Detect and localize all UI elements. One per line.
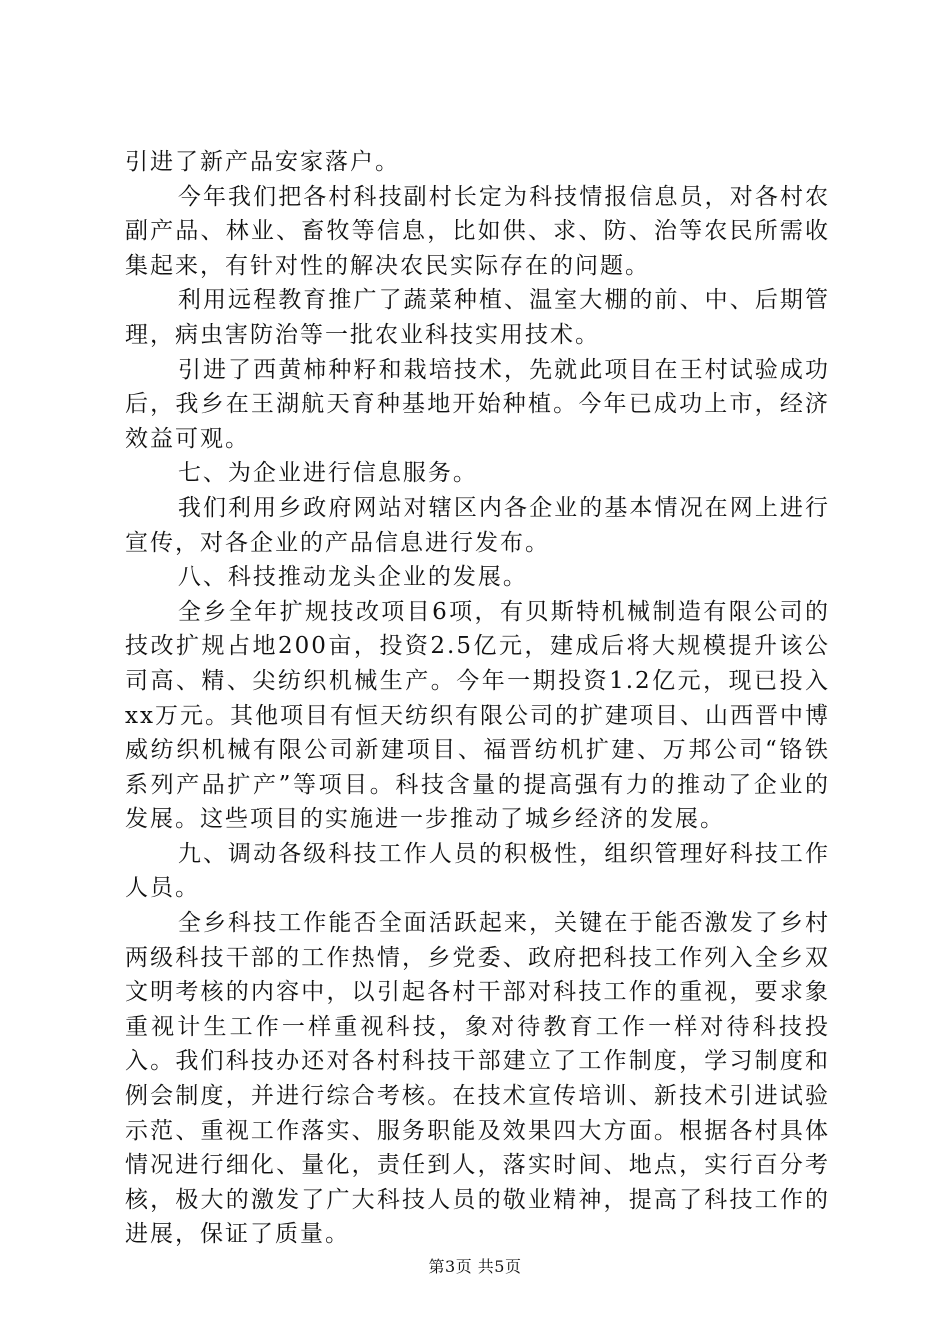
page-footer: 第3页 共5页 xyxy=(428,1257,522,1276)
paragraph: 全乡科技工作能否全面活跃起来，关键在于能否激发了乡村两级科技干部的工作热情，乡党委、政府把科技工作列入全乡双文明考核的内容中，以引起各村干部对科技工作的重视，要求象重视计生工作一样重视科技，象对待教育工作一样对待科技投入。我们科技办还对各村科技干部建立了工作制度，学习制度和例会制度，并进行综合考核。在技术宣传培训、新技术引进试验示范、重视工作落实、服务职能及效果四大方面。根据各村具体情况进行细化、量化，责任到人，落实时间、地点，实行百分考核，极大的激发了广大科技人员的敬业精神，提高了科技工作的进展，保证了质量。 xyxy=(125,910,830,1248)
document-body xyxy=(125,145,830,1252)
paragraph: 引进了西黄柿种籽和栽培技术，先就此项目在王村试验成功后，我乡在王湖航天育种基地开始种植。今年已成功上市，经济效益可观。 xyxy=(125,356,830,452)
paragraph: 利用远程教育推广了蔬菜种植、温室大棚的前、中、后期管理，病虫害防治等一批农业科技实用技术。 xyxy=(125,287,830,348)
paragraph: 我们利用乡政府网站对辖区内各企业的基本情况在网上进行宣传，对各企业的产品信息进行发布。 xyxy=(125,494,830,556)
paragraph: 今年我们把各村科技副村长定为科技情报信息员，对各村农副产品、林业、畜牧等信息，比如供、求、防、治等农民所需收集起来，有针对性的解决农民实际存在的问题。 xyxy=(125,183,830,279)
paragraph: 引进了新产品安家落户。 xyxy=(125,149,400,175)
paragraph: 全乡全年扩规技改项目6项，有贝斯特机械制造有限公司的技改扩规占地200亩，投资2.5亿元，建成后将大规模提升该公司高、精、尖纺织机械生产。今年一期投资1.2亿元，现已投入xx万元。其他项目有恒天纺织有限公司的扩建项目、山西晋中博威纺织机械有限公司新建项目、福晋纺机扩建、万邦公司“铬铁系列产品扩产”等项目。科技含量的提高强有力的推动了企业的发展。这些项目的实施进一步推动了城乡经济的发展。 xyxy=(125,598,830,833)
section-heading: 九、调动各级科技工作人员的积极性，组织管理好科技工作人员。 xyxy=(125,840,830,902)
section-heading: 八、科技推动龙头企业的发展。 xyxy=(177,564,528,591)
section-heading: 七、为企业进行信息服务。 xyxy=(177,460,478,487)
